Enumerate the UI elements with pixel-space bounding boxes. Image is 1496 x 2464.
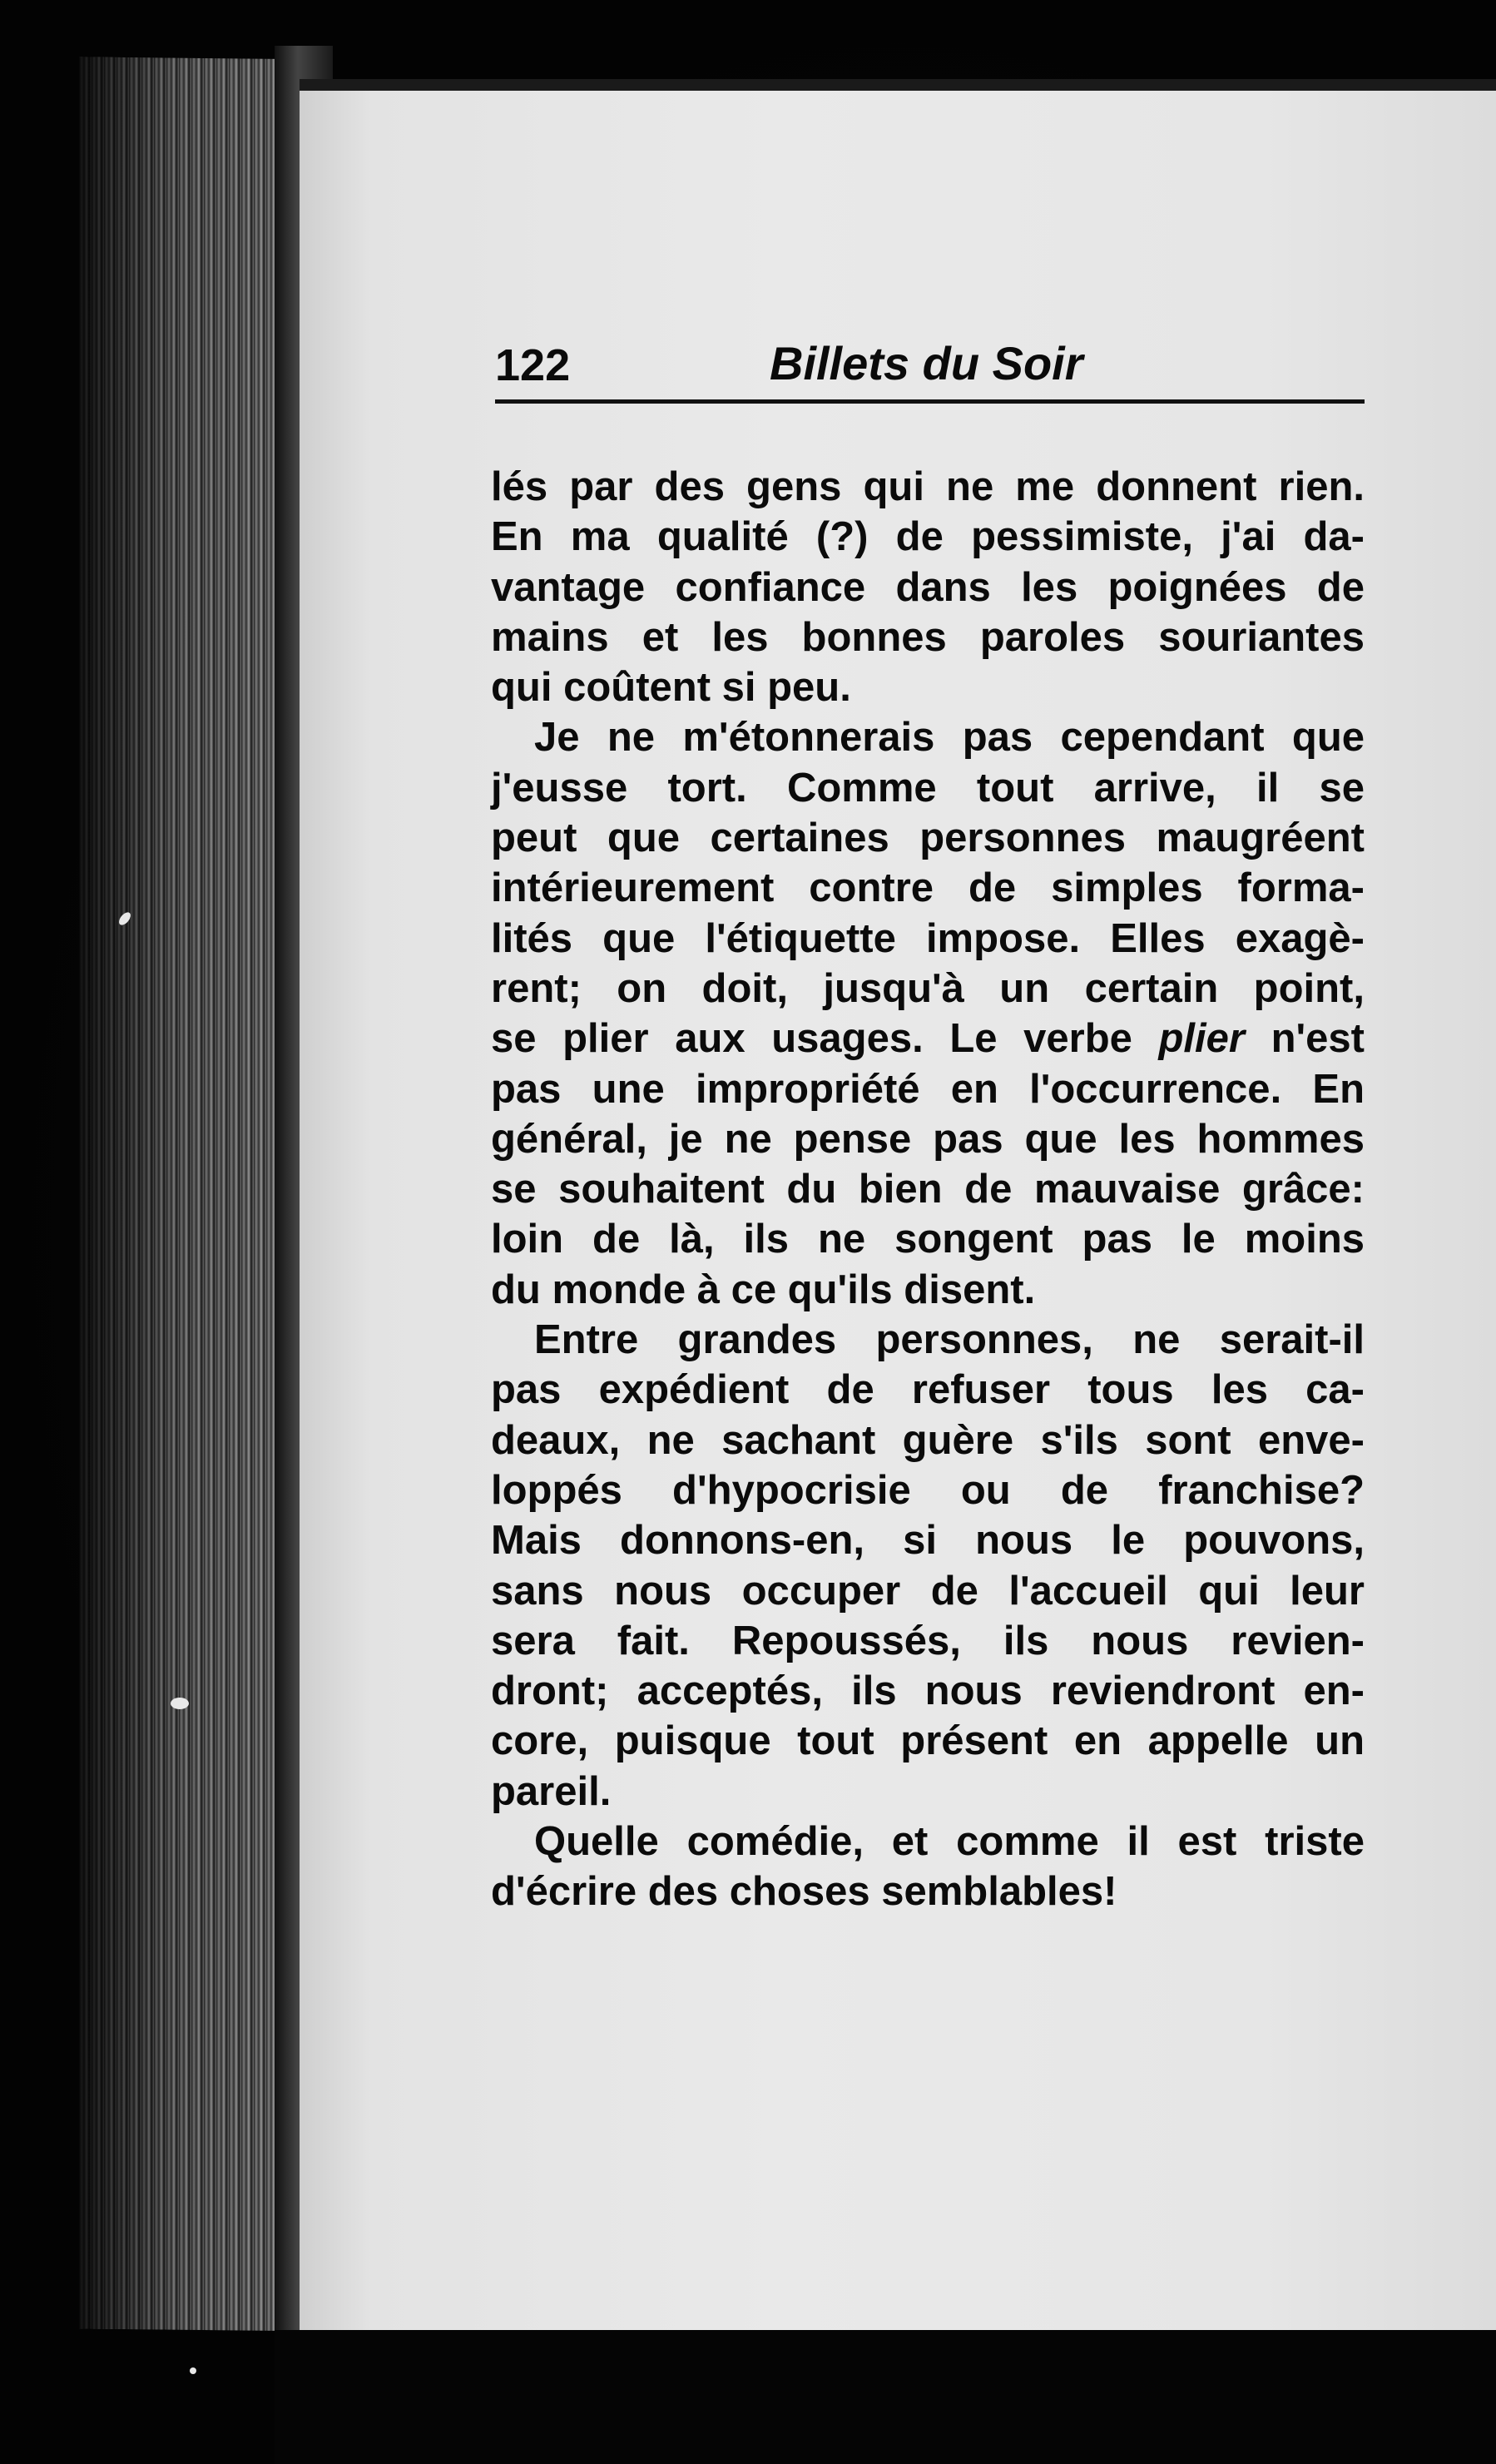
text-line: pas une impropriété en l'occurrence. En xyxy=(491,1066,1365,1112)
line-start: se plier aux usages. Le verbe xyxy=(491,1016,1132,1062)
text-line: mains et les bonnes paroles souriantes xyxy=(491,614,1365,660)
text-line: d'écrire des choses semblables! xyxy=(491,1869,1117,1915)
body-text xyxy=(491,462,1365,1917)
dust-speck xyxy=(190,2367,196,2374)
text-line: du monde à ce qu'ils disent. xyxy=(491,1267,1036,1312)
text-line: j'eusse tort. Comme tout arrive, il se xyxy=(491,765,1365,811)
text-line: deaux, ne sachant guère s'ils sont enve- xyxy=(491,1417,1365,1463)
text-line: Je ne m'étonnerais pas cependant que xyxy=(534,715,1365,761)
text-line: loin de là, ils ne songent pas le moins xyxy=(491,1217,1365,1262)
text-line: Quelle comédie, et comme il est triste xyxy=(534,1819,1365,1865)
text-line: lés par des gens qui ne me donnent rien. xyxy=(491,464,1365,509)
dust-speck xyxy=(171,1698,189,1709)
text-line: pas expédient de refuser tous les ca- xyxy=(491,1367,1365,1413)
page-bottom-shadow xyxy=(275,2330,1496,2464)
page-header xyxy=(495,333,1365,404)
text-line: intérieurement contre de simples forma- xyxy=(491,865,1365,911)
running-head: Billets du Soir xyxy=(770,337,1083,389)
italic-word: plier xyxy=(1158,1016,1245,1062)
text-line-with-italic xyxy=(491,1014,1365,1063)
text-line: En ma qualité (?) de pessimiste, j'ai da- xyxy=(491,514,1365,560)
text-line: rent; on doit, jusqu'à un certain point, xyxy=(491,965,1365,1011)
text-line: qui coûtent si peu. xyxy=(491,665,851,711)
text-line: lités que l'étiquette impose. Elles exagè- xyxy=(491,915,1365,961)
line-end: n'est xyxy=(1271,1016,1365,1062)
text-line: peut que certaines personnes maugréent xyxy=(491,816,1365,861)
text-line: sans nous occuper de l'accueil qui leur xyxy=(491,1568,1365,1614)
text-line: sera fait. Repoussés, ils nous revien- xyxy=(491,1618,1365,1663)
text-line: général, je ne pense pas que les hommes xyxy=(491,1116,1365,1162)
text-line: core, puisque tout présent en appelle un xyxy=(491,1718,1365,1764)
text-line: vantage confiance dans les poignées de xyxy=(491,564,1365,610)
text-line: loppés d'hypocrisie ou de franchise? xyxy=(491,1467,1365,1513)
text-line: Entre grandes personnes, ne serait-il xyxy=(534,1317,1365,1363)
text-line: Mais donnons-en, si nous le pouvons, xyxy=(491,1518,1365,1564)
text-line: se souhaitent du bien de mauvaise grâce: xyxy=(491,1167,1365,1212)
page-number: 122 xyxy=(495,340,571,390)
text-line: pareil. xyxy=(491,1768,612,1814)
text-line: dront; acceptés, ils nous reviendront en- xyxy=(491,1668,1365,1714)
